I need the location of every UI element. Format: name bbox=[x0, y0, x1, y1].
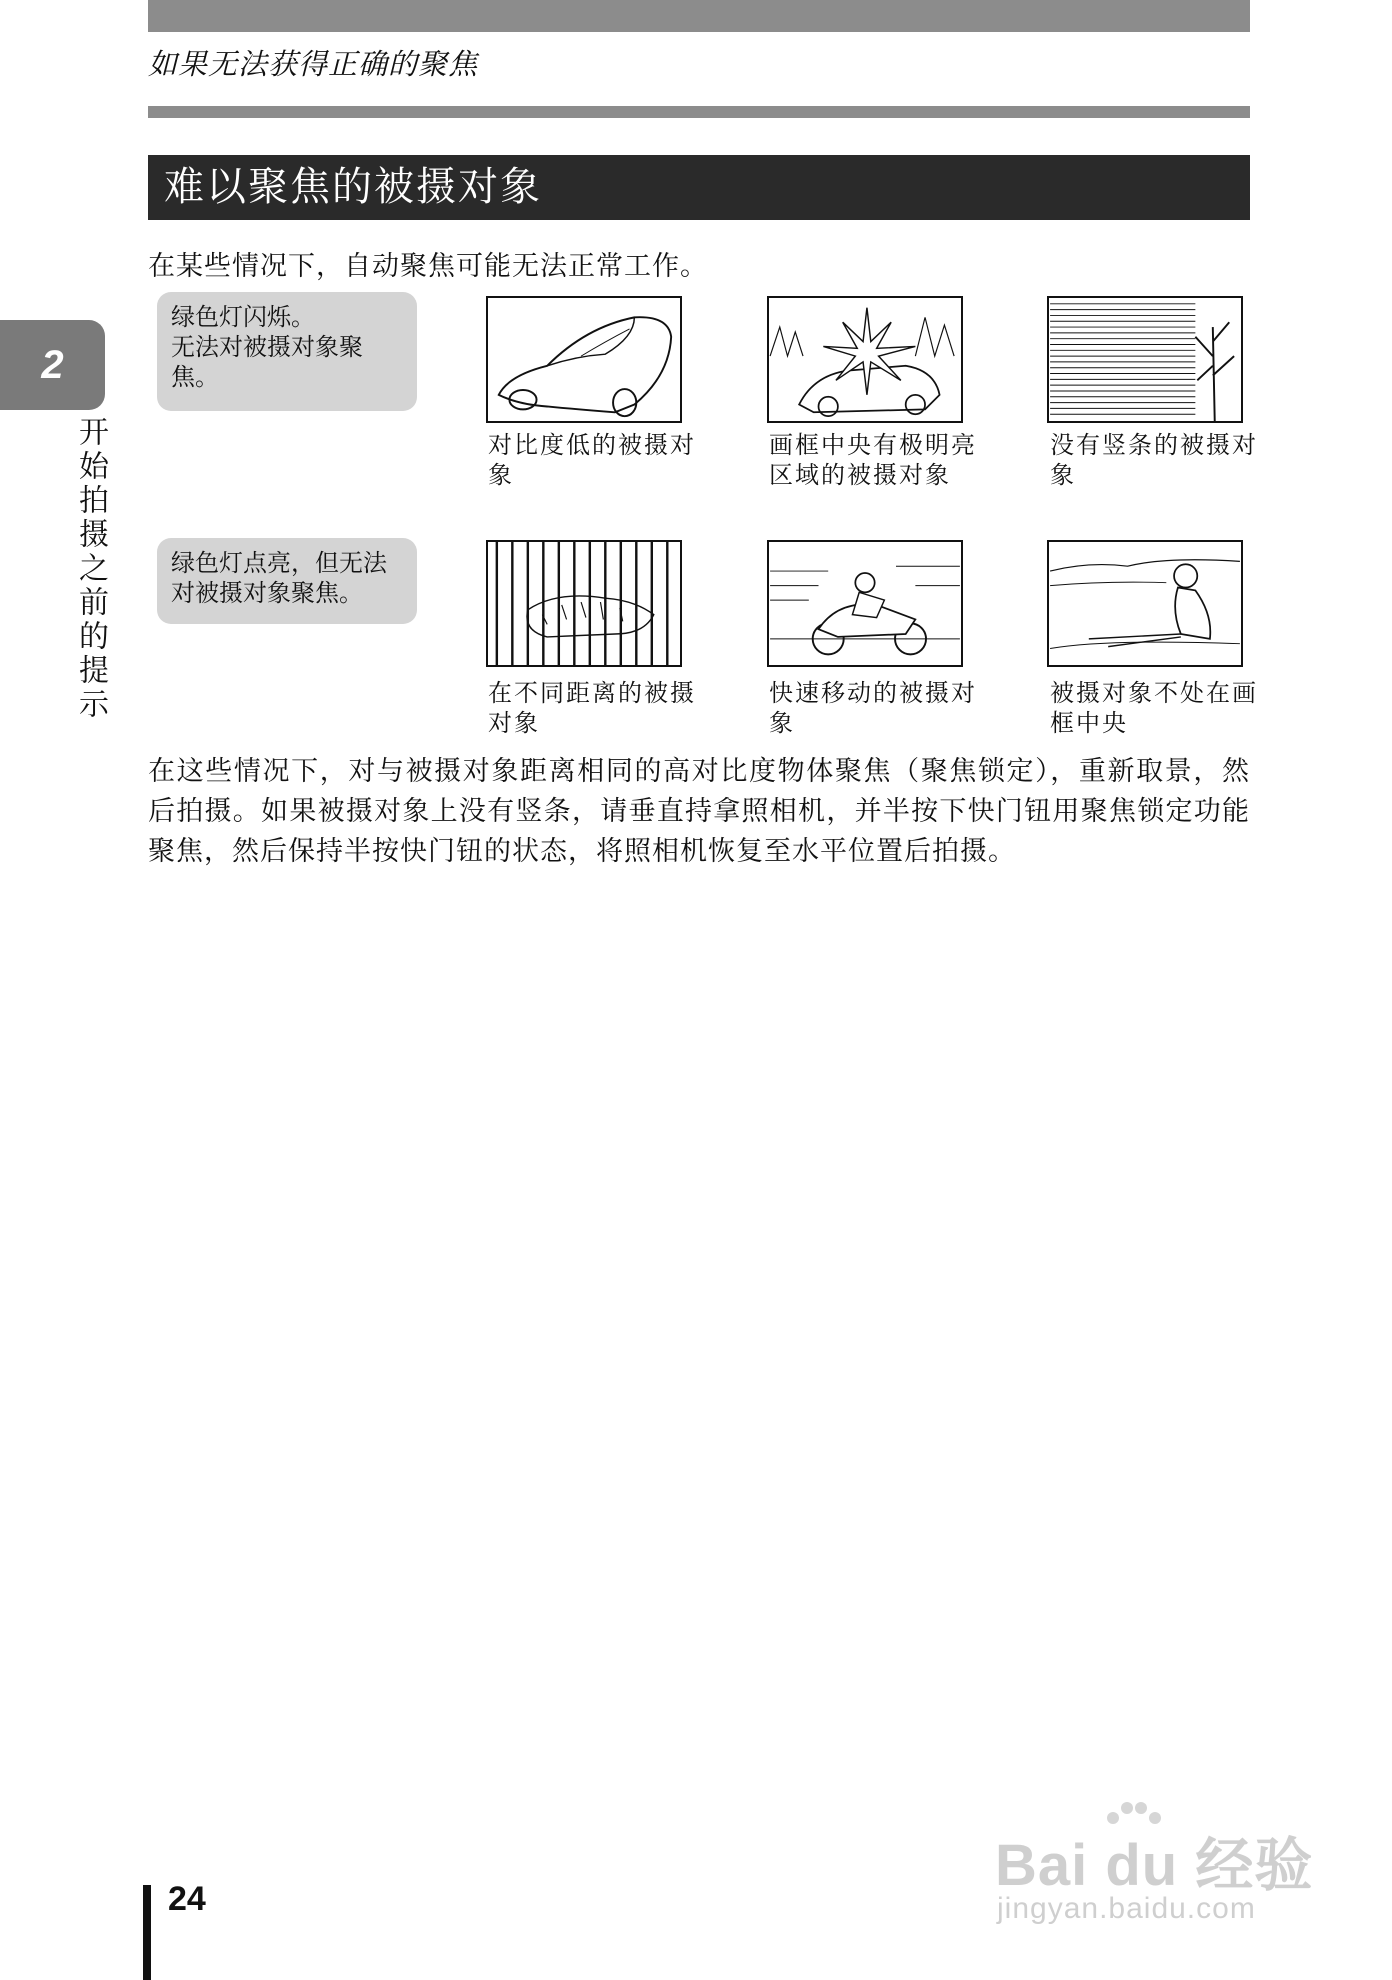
caption-off-center: 被摄对象不处在画框中央 bbox=[1050, 679, 1258, 737]
caption-bright-center: 画框中央有极明亮区域的被摄对象 bbox=[769, 431, 977, 489]
watermark-brand: Bai du 经验 bbox=[995, 1833, 1314, 1898]
figure-off-center bbox=[1047, 540, 1243, 667]
section-title: 难以聚焦的被摄对象 bbox=[148, 155, 1250, 220]
note-green-lit: 绿色灯点亮，但无法对被摄对象聚焦。 bbox=[157, 538, 417, 624]
watermark-site: jingyan.baidu.com bbox=[997, 1892, 1256, 1925]
note-green-blinking: 绿色灯闪烁。 无法对被摄对象聚焦。 bbox=[157, 292, 417, 411]
watermark bbox=[985, 1800, 1315, 1940]
chapter-label: 开始拍摄之前的提示 bbox=[73, 416, 108, 722]
figure-bright-center bbox=[767, 296, 963, 423]
page-number-bar bbox=[143, 1885, 151, 1980]
figure-no-vertical-lines bbox=[1047, 296, 1243, 423]
motorcycle-illustration bbox=[769, 542, 961, 665]
caption-no-vertical-lines: 没有竖条的被摄对象 bbox=[1050, 431, 1258, 489]
caption-fast-moving: 快速移动的被摄对象 bbox=[769, 679, 977, 737]
chapter-number: 2 bbox=[41, 343, 64, 387]
figure-low-contrast-car bbox=[486, 296, 682, 423]
top-decorative-bar bbox=[148, 0, 1250, 32]
body-paragraph: 在这些情况下，对与被摄对象距离相同的高对比度物体聚焦（聚焦锁定），重新取景，然后拍摄。如果被摄对象上没有竖条，请垂直持拿照相机，并半按下快门钮用聚焦锁定功能聚焦，然后保持半按快门钮的状态，将照相机恢复至水平位置后拍摄。 bbox=[148, 756, 1250, 867]
intro-text: 在某些情况下，自动聚焦可能无法正常工作。 bbox=[148, 251, 708, 282]
figure-fast-moving bbox=[767, 540, 963, 667]
caption-different-distances: 在不同距离的被摄对象 bbox=[488, 679, 696, 737]
running-head: 如果无法获得正确的聚焦 bbox=[148, 47, 479, 81]
bright-center-illustration bbox=[769, 298, 961, 421]
header-rule bbox=[148, 106, 1250, 118]
horizontal-stripes-illustration bbox=[1049, 298, 1241, 421]
woman-sitting-illustration bbox=[1049, 542, 1241, 665]
tiger-behind-bars-illustration bbox=[488, 542, 680, 665]
figure-different-distances bbox=[486, 540, 682, 667]
car-illustration bbox=[488, 298, 680, 421]
caption-low-contrast: 对比度低的被摄对象 bbox=[488, 431, 696, 489]
page-number: 24 bbox=[168, 1880, 206, 1918]
